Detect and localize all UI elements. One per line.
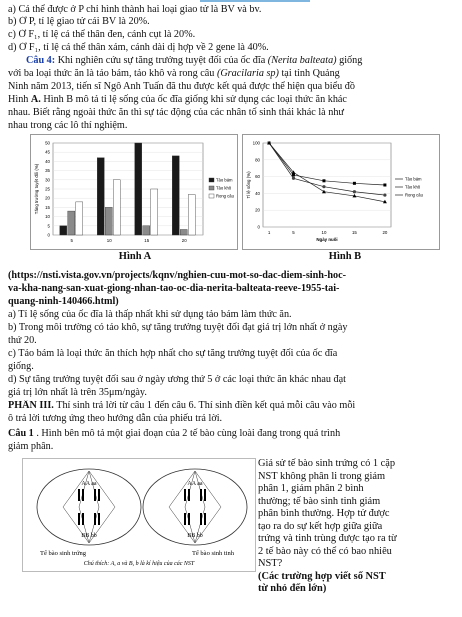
legend-swatch xyxy=(209,186,214,190)
option-a: a) Tỉ lệ sống của ốc đĩa là thấp nhất khi sử dụng tảo bám làm thức ăn. xyxy=(8,309,292,320)
data-point xyxy=(383,184,386,187)
cau1-line1 xyxy=(8,428,454,440)
y-tick-label: 60 xyxy=(255,174,260,180)
x-tick-label: 5 xyxy=(292,230,295,235)
question-line: trứng và tinh trùng được tạo ra từ xyxy=(258,533,397,544)
part3-line1 xyxy=(8,400,454,412)
plot-area xyxy=(263,143,391,227)
cau1-text: . Hình bên mô tả một giai đoạn của 2 tế bào cùng loài đang trong quá trình xyxy=(33,428,341,439)
cau4-line1 xyxy=(26,55,454,67)
source-line1: (https://nsti.vista.gov.vn/projects/kqnv/nghien-cuu-mot-so-dac-diem-sinh-hoc- xyxy=(8,270,347,281)
figure-b xyxy=(242,134,440,250)
left-top-alleles: AA aa xyxy=(81,481,97,487)
question-line: phân bình thường. Hợp tử được xyxy=(258,508,390,519)
right-top-alleles: AA aa xyxy=(187,481,203,487)
question-line: 2 tế bào này có thể có bao nhiêu xyxy=(258,545,392,557)
figure-b-caption: Hình B xyxy=(328,251,362,262)
y-tick-label: 30 xyxy=(45,177,50,183)
data-point xyxy=(322,179,325,182)
right-bottom-alleles: BB bb xyxy=(187,533,203,539)
legend-label: Tảo khô xyxy=(405,184,421,190)
cau4-line2 xyxy=(8,68,454,80)
cau4-line4 xyxy=(8,94,454,106)
statement-a: a) Cá thể được ở P chỉ hình thành hai loại giao tử là BV và bv. xyxy=(8,4,262,15)
y-tick-label: 80 xyxy=(255,157,260,163)
y-axis-label: Tăng trưởng tuyệt đối (%) xyxy=(34,163,39,215)
cau4-line3: Ninh năm 2013, tiến sĩ Ngô Anh Tuấn đã thu được kết quả được thể hiện qua biểu đồ xyxy=(8,81,355,92)
question-line: tạo ra do sự kết hợp giữa giữa xyxy=(258,520,383,532)
y-tick-label: 20 xyxy=(45,195,50,201)
y-tick-label: 45 xyxy=(45,149,50,155)
y-tick-label: 20 xyxy=(255,207,260,213)
x-tick-label: 20 xyxy=(382,230,388,235)
line-chart xyxy=(243,135,439,249)
sperm-cell-label: Tế bào sinh tinh xyxy=(191,550,235,557)
bar-chart xyxy=(31,135,237,249)
legend-swatch xyxy=(209,194,214,198)
cau1-line2: giảm phân. xyxy=(8,441,54,452)
y-tick-label: 0 xyxy=(47,232,50,238)
question-line: phân 1, giảm phân 2 bình xyxy=(258,483,364,494)
legend-label: Tảo khô xyxy=(216,185,232,191)
bar-Tảo khô xyxy=(105,207,112,235)
species-name: (Nerita balteata) xyxy=(267,55,337,66)
x-axis-label: Ngày nuôi xyxy=(316,237,338,242)
legend-swatch xyxy=(209,178,214,182)
y-tick-label: 25 xyxy=(45,186,50,192)
option-d-cont: giá trị lớn nhất là trên 35μm/ngày. xyxy=(8,387,147,398)
source-line3: quang-ninh-140466.html) xyxy=(8,296,119,307)
y-tick-label: 15 xyxy=(45,204,50,210)
x-tick-label: 10 xyxy=(106,238,112,243)
left-bottom-alleles: BB bb xyxy=(81,533,97,539)
question-line: Giả sử tế bào sinh trứng có 1 cặp xyxy=(258,458,396,469)
x-tick-label: 5 xyxy=(70,238,73,243)
y-tick-label: 5 xyxy=(47,223,50,229)
option-b-cont: thứ 20. xyxy=(8,335,37,346)
egg-cell-label: Tế bào sinh trứng xyxy=(40,550,86,557)
meiosis-diagram xyxy=(23,459,255,571)
bar-Tảo khô xyxy=(180,229,187,235)
cau4-text: Hình xyxy=(8,94,31,105)
cau4-text: tại tỉnh Quảng xyxy=(278,68,340,79)
y-tick-label: 35 xyxy=(45,168,50,174)
legend-label: Tảo bám xyxy=(405,176,422,182)
y-tick-label: 50 xyxy=(45,140,50,146)
part3-label: PHẦN III. xyxy=(8,400,54,411)
figure-a-caption: Hình A xyxy=(118,251,152,262)
part3-line2: ô trả lời tương ứng theo hướng dẫn của phiếu trả lời. xyxy=(8,413,223,424)
y-tick-label: 100 xyxy=(252,140,260,146)
option-c-cont: giống. xyxy=(8,361,34,372)
header-strip xyxy=(200,0,310,2)
question-line: NST không phân li trong giảm xyxy=(258,470,386,482)
cau4-text: giống xyxy=(336,55,363,66)
cau4-text: Hình B mô tả tỉ lệ sống của ốc đĩa giống khi sử dụng các loại thức ăn khác xyxy=(40,94,347,105)
statement-d: d) Ở F₁, tỉ lệ cá thể thân xám, cánh dài dị hợp về 2 gene là 40%. xyxy=(8,42,269,53)
figure-ref: A. xyxy=(30,94,41,105)
question-line: (Các trường hợp viết số NST xyxy=(258,570,386,582)
bar-Tảo khô xyxy=(68,211,75,235)
data-point xyxy=(353,190,356,193)
legend-label: Rong câu xyxy=(216,193,234,199)
y-tick-label: 40 xyxy=(45,158,50,164)
algae-name: (Gracilaria sp) xyxy=(216,68,279,79)
x-tick-label: 15 xyxy=(144,238,150,243)
option-b: b) Trong môi trường có tảo khô, sự tăng trưởng tuyệt đối đạt giá trị lớn nhất ở ngày xyxy=(8,322,348,333)
figure-a xyxy=(30,134,238,250)
cau4-line6: nhau trong các lô thí nghiệm. xyxy=(8,120,128,131)
statement-c: c) Ở F₁, tỉ lệ cá thể thân đen, cánh cụt là 20%. xyxy=(8,29,196,40)
question-line: từ nhỏ đến lớn) xyxy=(258,583,327,594)
data-point xyxy=(322,185,325,188)
legend-label: Tảo bám xyxy=(216,177,233,183)
statement-b: b) Ở P, tỉ lệ giao tử cái BV là 20%. xyxy=(8,16,150,27)
bar-Rong câu xyxy=(76,202,83,235)
bar-Tảo bám xyxy=(135,143,142,235)
bar-Rong câu xyxy=(151,189,158,235)
cau4-text: Khi nghiên cứu sự tăng trưởng tuyệt đối của ốc đĩa xyxy=(55,55,268,66)
legend-label: Rong câu xyxy=(405,192,423,198)
x-tick-label: 20 xyxy=(181,238,187,243)
bar-Tảo bám xyxy=(60,226,67,235)
option-d: d) Sự tăng trưởng tuyệt đối sau ở ngày ương thứ 5 ở các loại thức ăn khác nhau đạt xyxy=(8,374,347,385)
bar-Tảo bám xyxy=(172,156,179,235)
x-tick-label: 10 xyxy=(321,230,327,235)
cell-diagram xyxy=(22,458,256,572)
bar-Rong câu xyxy=(188,195,195,235)
y-tick-label: 0 xyxy=(257,224,260,230)
cau4-label: Câu 4: xyxy=(26,55,56,66)
cau4-line5: nhau. Biết rằng ngoài thức ăn thì sự tác động của các nhân tố sinh thái khác là như xyxy=(8,107,344,118)
option-c: c) Tảo bám là loại thức ăn thích hợp nhất cho sự tăng trưởng tuyệt đối của ốc đĩa xyxy=(8,348,338,359)
question-line: NST? xyxy=(258,558,283,569)
x-tick-label: 15 xyxy=(351,230,357,235)
x-tick-label: 1 xyxy=(267,230,271,235)
diagram-note: Chú thích: A, a và B, b là kí hiệu của các NST xyxy=(83,561,195,567)
y-tick-label: 40 xyxy=(255,190,260,196)
source-line2: va-kha-nang-san-xuat-giong-nhan-tao-oc-dia-nerita-balteata-reeve-1955-tai- xyxy=(8,283,340,294)
part3-text: Thí sinh trả lời từ câu 1 đến câu 6. Thí sinh điền kết quả mỗi câu vào mỗi xyxy=(53,400,356,411)
data-point xyxy=(292,177,295,180)
bar-Tảo bám xyxy=(97,158,104,235)
y-axis-label: Tỉ lệ sống (%) xyxy=(246,171,251,199)
bar-Tảo khô xyxy=(143,226,150,235)
cau4-text: với ba loại thức ăn là tảo bám, tảo khô và rong câu xyxy=(8,68,217,79)
data-point xyxy=(353,182,356,185)
data-point xyxy=(383,193,386,196)
question-line: thường; tế bào sinh tinh giảm xyxy=(258,495,381,507)
cau1-label: Câu 1 xyxy=(8,428,34,439)
bar-Rong câu xyxy=(113,180,120,235)
y-tick-label: 10 xyxy=(45,214,50,220)
